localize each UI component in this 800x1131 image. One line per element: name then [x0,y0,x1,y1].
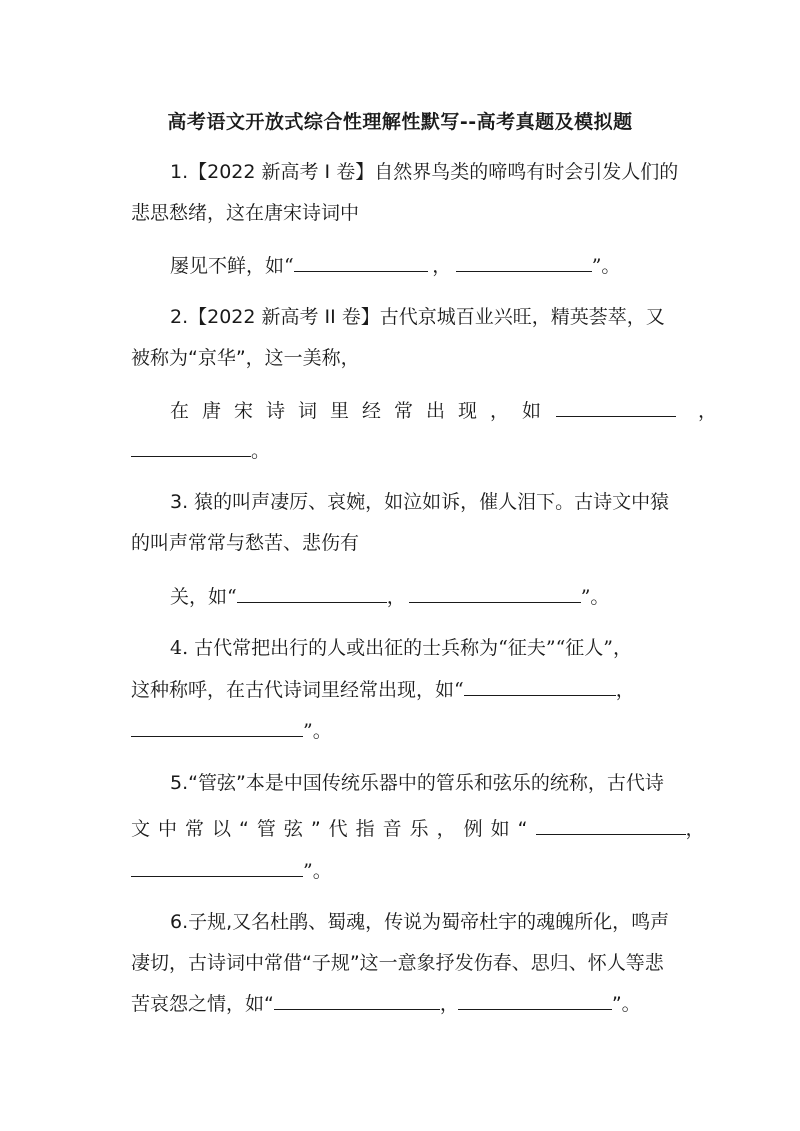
q3-line-3 [170,583,609,611]
q4-line-2-prefix: 这种称呼，在古代诗词里经常出现，如“ [131,679,464,701]
q1-answer-blank-1[interactable] [294,253,428,272]
q5-line-2-suffix: ， [685,818,705,840]
q4-line-1: 4. 古代常把出行的人或出征的士兵称为“征夫”“征人”， [170,637,633,659]
q5-answer-blank-2[interactable] [131,858,303,877]
page-title: 高考语文开放式综合性理解性默写--高考真题及模拟题 [167,111,633,133]
q2-line-3 [170,397,717,425]
q4-line-2-suffix: ， [615,679,635,701]
q6-line-3-mid: ， [439,993,459,1015]
q1-line-2: 悲思愁绪，这在唐宋诗词中 [131,202,360,224]
q3-line-3-prefix: 关，如“ [170,586,237,608]
q3-answer-blank-2[interactable] [409,584,581,603]
q5-line-1: 5.“管弦”本是中国传统乐器中的管乐和弦乐的统称，古代诗 [170,772,664,794]
q4-line-3-suffix: ”。 [303,720,332,742]
q3-line-2: 的叫声常常与愁苦、悲伤有 [131,532,360,554]
q2-line-3-suffix: ， [698,400,718,422]
q1-line-3-suffix: ”。 [591,255,621,277]
q6-line-2: 凄切，古诗词中常借“子规”这一意象抒发伤春、思归、怀人等悲 [131,952,664,974]
q6-answer-blank-2[interactable] [458,991,612,1010]
q2-line-2: 被称为“京华”，这一美称， [131,347,360,369]
q4-answer-blank-2[interactable] [131,718,303,737]
q2-line-1: 2.【2022 新高考 II 卷】古代京城百业兴旺，精英荟萃，又 [170,306,665,328]
q2-answer-blank-2[interactable] [131,438,251,457]
q4-answer-blank-1[interactable] [464,677,616,696]
q5-line-3-suffix: ”。 [303,860,332,882]
q2-line-4 [131,437,270,465]
q4-line-3 [131,717,332,745]
q6-line-3-prefix: 苦哀怨之情，如“ [131,993,274,1015]
q5-answer-blank-1[interactable] [536,816,686,835]
q6-line-1: 6.子规,又名杜鹃、蜀魂，传说为蜀帝杜宇的魂魄所化，鸣声 [170,911,670,933]
q1-line-3-mid: ， [432,255,452,277]
q3-line-1: 3. 猿的叫声凄厉、哀婉，如泣如诉，催人泪下。古诗文中猿 [170,491,670,513]
q2-line-4-suffix: 。 [251,440,271,462]
q3-line-3-mid: ， [386,586,406,608]
q1-answer-blank-2[interactable] [456,253,592,272]
q4-line-2 [131,676,635,704]
q5-line-2 [131,815,705,843]
q2-answer-blank-1[interactable] [556,398,676,417]
q6-line-3-suffix: ”。 [611,993,641,1015]
q5-line-2-prefix: 文中常以“管弦”代指音乐，例如“ [131,818,536,840]
q2-line-3-prefix: 在唐宋诗词里经常出现，如 [170,400,555,422]
q3-answer-blank-1[interactable] [237,584,387,603]
q3-line-3-suffix: ”。 [580,586,610,608]
q1-line-3-prefix: 屡见不鲜，如“ [170,255,294,277]
q1-line-1: 1.【2022 新高考 I 卷】自然界鸟类的啼鸣有时会引发人们的 [170,161,679,183]
q1-line-3 [170,252,620,280]
q6-answer-blank-1[interactable] [274,991,440,1010]
q5-line-3 [131,857,332,885]
q6-line-3 [131,990,641,1018]
